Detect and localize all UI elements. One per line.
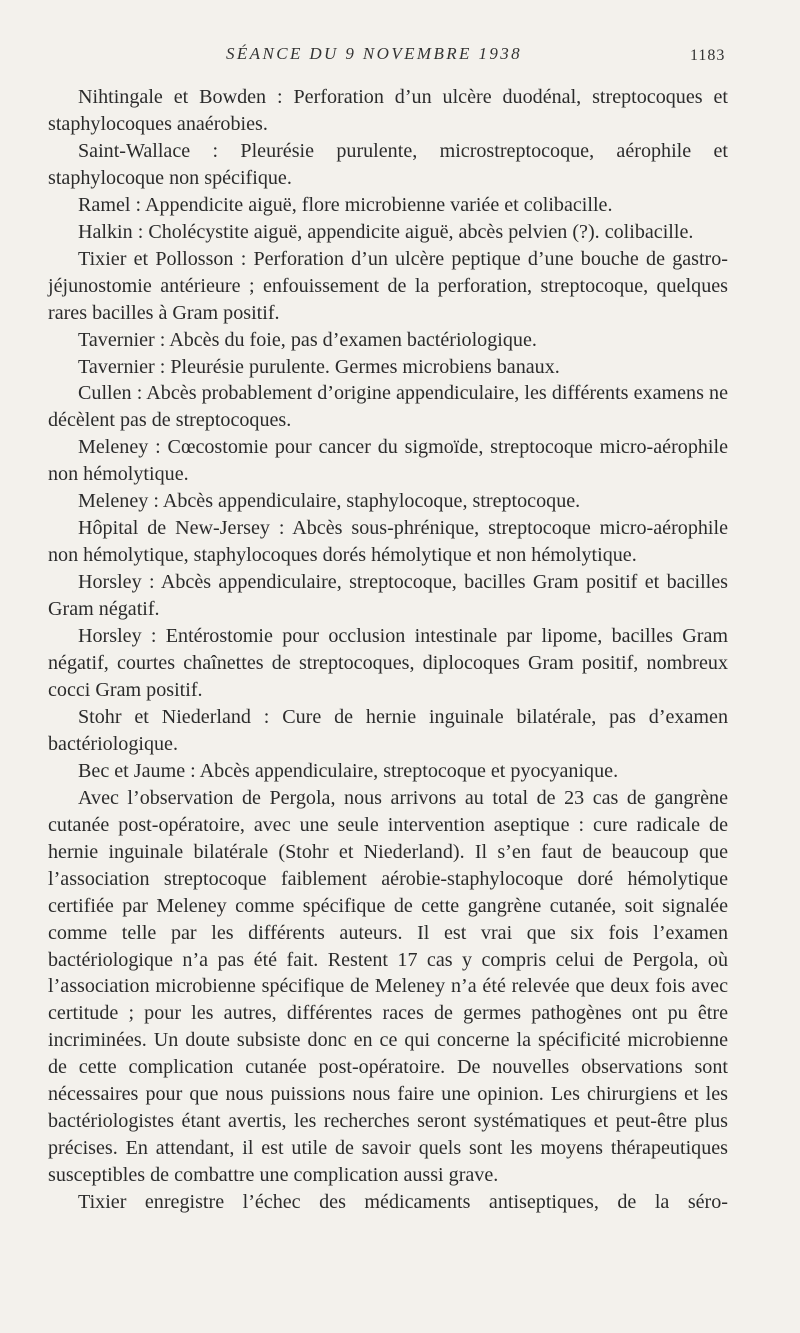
paragraph-halkin: Halkin : Cholécystite aiguë, appendicite aiguë, abcès pelvien (?). colibacille. <box>78 220 694 243</box>
paragraph-meleney-1: Meleney : Cœcostomie pour cancer du sigmoïde, streptocoque micro-aérophile non hémolytique. <box>48 436 728 486</box>
paragraph-saint-wallace: Saint-Wallace : Pleurésie purulente, microstreptocoque, aérophile et staphylocoque non spécifique. <box>48 139 728 189</box>
paragraph-horsley-1: Horsley : Abcès appendiculaire, streptocoque, bacilles Gram positif et bacilles Gram négatif. <box>48 571 728 621</box>
paragraph-stohr-niederland: Stohr et Niederland : Cure de hernie inguinale bilatérale, pas d’examen bactériologique. <box>48 705 728 755</box>
paragraph-discussion: Avec l’observation de Pergola, nous arrivons au total de 23 cas de gangrène cutanée post-opératoire, avec une seule intervention aseptique : cure radicale de hernie inguinale bilatérale (Stohr et Niederland). Il s’en faut de beaucoup que l’association streptocoque faiblement aérobie-staphylocoque doré hémolytique certifiée par Meleney comme spécifique de cette gangrène cutanée, soit signalée comme telle par les différents auteurs. Il est vrai que six fois l’examen bactériologique n’a pas été fait. Restent 17 cas y compris celui de Pergola, où l’association microbienne spécifique de Meleney n’a été relevée que deux fois avec certitude ; pour les autres, différentes races de germes pathogènes ont pu être incriminées. Un doute subsiste donc en ce qui concerne la spécificité microbienne de cette complication cutanée post-opératoire. De nouvelles observations sont nécessaires pour que nous puissions nous faire une opinion. Les chirurgiens et les bactériologistes étant avertis, les recherches seront systématiques et peut-être plus précises. En attendant, il est utile de savoir quels sont les moyens thérapeutiques susceptibles de combattre une complication aussi grave. <box>48 786 728 1187</box>
page-header <box>0 44 800 74</box>
paragraph-bec-jaume: Bec et Jaume : Abcès appendiculaire, streptocoque et pyocyanique. <box>78 759 619 782</box>
paragraph-meleney-2: Meleney : Abcès appendiculaire, staphylocoque, streptocoque. <box>78 490 581 513</box>
paragraph-nihtingale-bowden: Nihtingale et Bowden : Perforation d’un ulcère duodénal, streptocoques et staphylocoques anaérobies. <box>48 86 728 135</box>
paragraph-ramel: Ramel : Appendicite aiguë, flore microbienne variée et colibacille. <box>78 193 613 216</box>
paragraph-hopital-new-jersey: Hôpital de New-Jersey : Abcès sous-phrénique, streptocoque micro-aérophile non hémolytique, staphylocoques dorés hémolytique et non hémolytique. <box>48 517 728 567</box>
running-title: SÉANCE DU 9 NOVEMBRE 1938 <box>226 44 523 63</box>
paragraph-tavernier-1: Tavernier : Abcès du foie, pas d’examen bactériologique. <box>78 328 537 351</box>
body-text <box>48 84 728 1216</box>
paragraph-tixier-conclusion: Tixier enregistre l’échec des médicaments antiseptiques, de la séro- <box>78 1191 728 1214</box>
paragraph-cullen: Cullen : Abcès probablement d’origine appendiculaire, les différents examens ne décèlent pas de streptocoques. <box>48 382 728 432</box>
paragraph-tavernier-2: Tavernier : Pleurésie purulente. Germes microbiens banaux. <box>78 355 560 378</box>
paragraph-tixier-pollosson: Tixier et Pollosson : Perforation d’un ulcère peptique d’une bouche de gastro-jéjunostomie antérieure ; enfouissement de la perforation, streptocoque, quelques rares bacilles à Gram positif. <box>48 247 728 324</box>
page-number: 1183 <box>690 47 726 64</box>
paragraph-horsley-2: Horsley : Entérostomie pour occlusion intestinale par lipome, bacilles Gram négatif, courtes chaînettes de streptocoques, diplocoques Gram positif, nombreux cocci Gram positif. <box>48 625 728 701</box>
